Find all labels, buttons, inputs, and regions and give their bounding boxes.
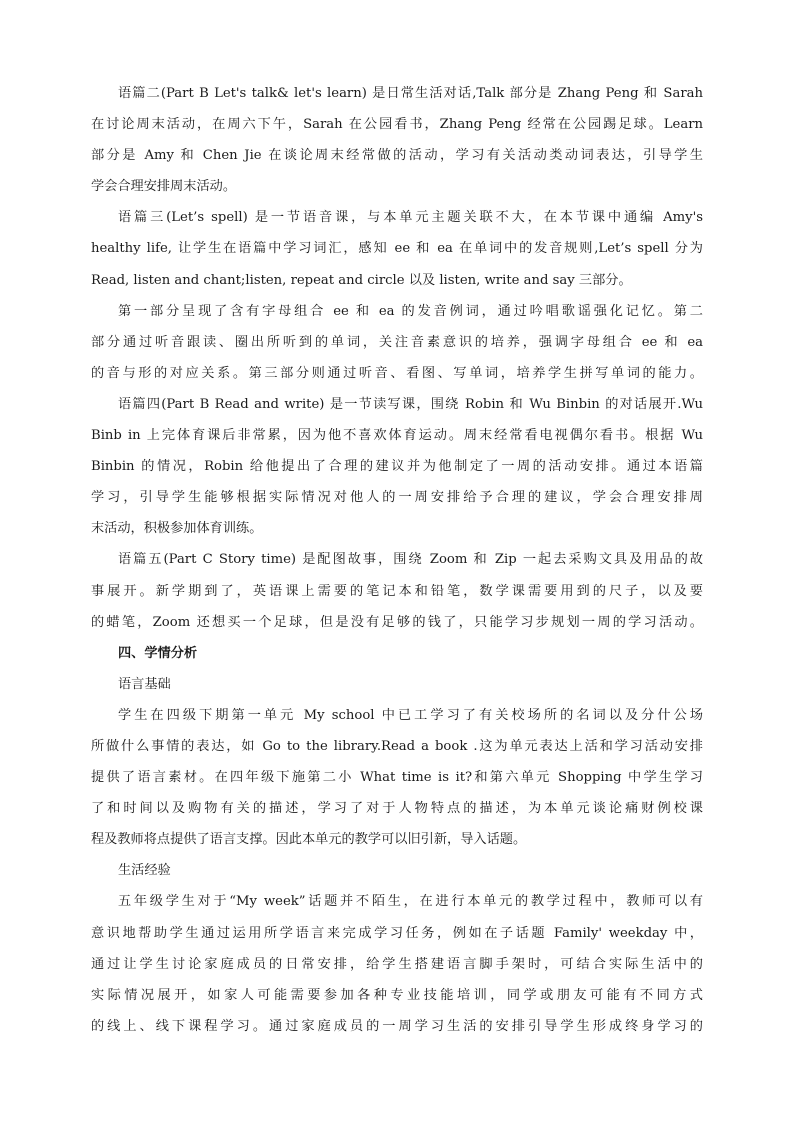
text-line: 的音与形的对应关系。第三部分则通过听音、看图、写单词，培养学生拼写单词的能力。 <box>91 365 703 381</box>
text-line: 部分是 Amy 和 Chen Jie 在谈论周末经常做的活动，学习有关活动类动词表达，引导学生 <box>91 148 703 164</box>
text-line: 意识地帮助学生通过运用所学语言来完成学习任务，例如在子话题 Family' weekday 中， <box>91 925 703 941</box>
text-line: Read, listen and chant;listen, repeat and circle 以及 listen, write and say 三部分。 <box>91 272 632 288</box>
text-line: 生活经验 <box>118 863 171 879</box>
text-line: 部分通过听音跟读、圈出所听到的单词，关注音素意识的培养，强调字母组合 ee 和 ea <box>91 334 703 350</box>
text-line: 语篇二(Part B Let's talk& let's learn) 是日常生活对话,Talk 部分是 Zhang Peng 和 Sarah <box>118 86 703 101</box>
section-heading: 四、学情分析 <box>118 645 198 661</box>
text-line: 语言基础 <box>118 676 171 692</box>
text-line: 了和时间以及购物有关的描述，学习了对于人物特点的描述，为本单元谈论痛财例校课 <box>91 801 703 817</box>
text-line: Binb in 上完体育课后非常累，因为他不喜欢体育运动。周末经常看电视偶尔看书。根据 Wu <box>91 428 703 444</box>
text-line: 末活动，积极参加体育训练。 <box>91 521 263 537</box>
text-line: 实际情况展开，如家人可能需要参加各种专业技能培训，同学或朋友可能有不同方式 <box>91 987 703 1003</box>
text-line: 学习，引导学生能够根据实际情况对他人的一周安排给予合理的建议，学会合理安排周 <box>91 490 703 506</box>
text-line: healthy life, 让学生在语篇中学习词汇，感知 ee 和 ea 在单词中的发音规则,Let’s spell 分为 <box>91 241 703 257</box>
text-line: 程及教师将点提供了语言支撑。因此本单元的教学可以旧引新，导入话题。 <box>91 832 527 848</box>
text-line: 通过让学生讨论家庭成员的日常安排，给学生搭建语言脚手架时，可结合实际生活中的 <box>91 956 703 972</box>
text-line: 事展开。新学期到了，英语课上需要的笔记本和铅笔，数学课需要用到的尺子，以及要 <box>91 583 703 599</box>
text-line: 所做什么事情的表达，如 Go to the library.Read a book .这为单元表达上活和学习活动安排 <box>91 738 703 754</box>
document-page <box>91 78 703 1042</box>
text-line: 语篇五(Part C Story time) 是配图故事，围绕 Zoom 和 Zip 一起去采购文具及用品的故 <box>118 552 703 568</box>
text-line: 语篇四(Part B Read and write) 是一节读写课，围绕 Robin 和 Wu Binbin 的对话展开.Wu <box>118 396 703 412</box>
text-line: Binbin 的情况，Robin 给他提出了合理的建议并为他制定了一周的活动安排。通过本语篇 <box>91 459 703 475</box>
text-line: 五年级学生对于“My week”话题并不陌生，在进行本单元的教学过程中，教师可以有 <box>118 894 703 910</box>
text-line: 学生在四级下期第一单元 My school 中已工学习了有关校场所的名词以及分什公场 <box>118 707 703 723</box>
text-line: 的线上、线下课程学习。通过家庭成员的一周学习生活的安排引导学生形成终身学习的 <box>91 1018 703 1034</box>
text-line: 的蜡笔，Zoom 还想买一个足球，但是没有足够的钱了，只能学习步规划一周的学习活动。 <box>91 614 703 630</box>
text-line: 提供了语言素材。在四年级下施第二小 What time is it?和第六单元 Shopping 中学生学习 <box>91 770 703 786</box>
text-line: 第一部分呈现了含有字母组合 ee 和 ea 的发音例词，通过吟唱歌谣强化记忆。第二 <box>118 303 703 319</box>
text-line: 学会合理安排周末活动。 <box>91 179 237 195</box>
text-line: 在讨论周末活动，在周六下午，Sarah 在公园看书，Zhang Peng 经常在公园踢足球。Learn <box>91 117 703 133</box>
text-line: 语篇三(Let’s spell) 是一节语音课，与本单元主题关联不大，在本节课中通编 Amy's <box>118 210 703 226</box>
